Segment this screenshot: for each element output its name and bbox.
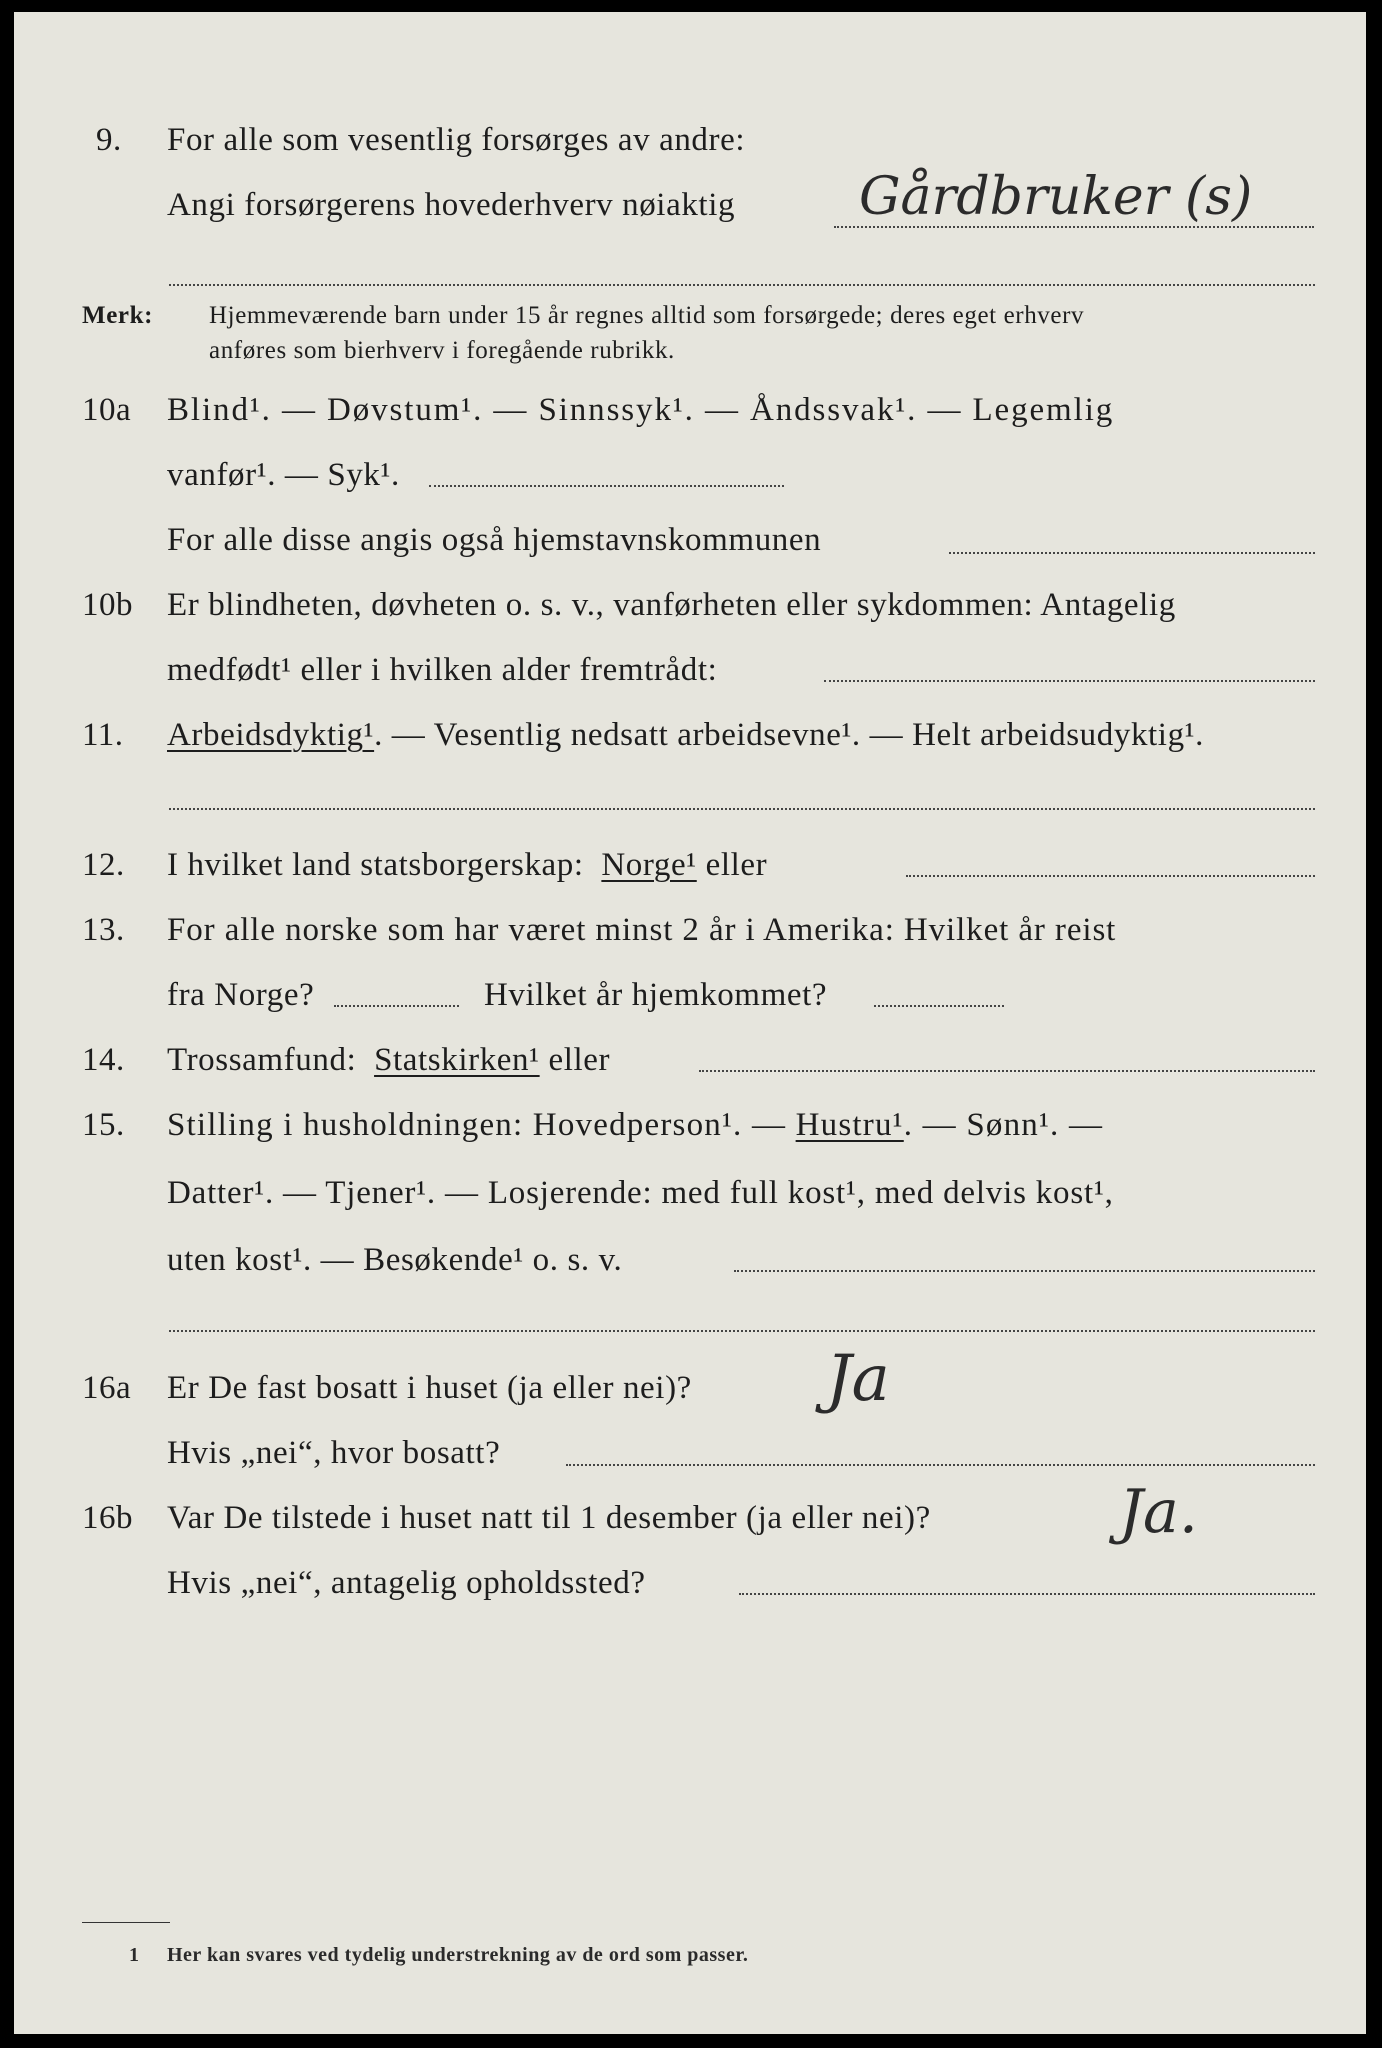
q10b-answer-line [824, 680, 1315, 682]
census-form-page [14, 12, 1366, 2034]
q15-answer-line [734, 1270, 1315, 1272]
q12-text [167, 847, 767, 884]
q10a-number: 10a [82, 392, 132, 428]
q16b-handwritten-answer: Ja. [1119, 1477, 1198, 1547]
q11-line [169, 808, 1315, 810]
q11-option-arbeidsdyktig: Arbeidsdyktig¹ [167, 717, 375, 753]
q13-line2a: fra Norge? [167, 977, 315, 1013]
q16b-opholdssted-line [739, 1593, 1315, 1595]
footnote-mark: 1 [129, 1944, 140, 1966]
q15-number: 15. [82, 1107, 125, 1143]
q15-line1c: . — Sønn¹. — [903, 1107, 1104, 1143]
q10a-syk-line [429, 485, 784, 487]
q16a-line1: Er De fast bosatt i huset (ja eller nei)? [167, 1370, 692, 1406]
q9-line1: For alle som vesentlig forsørges av andre: [167, 122, 746, 158]
q10b-line2: medfødt¹ eller i hvilken alder fremtrådt: [167, 652, 718, 688]
q14-question: Trossamfund: [167, 1042, 357, 1078]
q12-rest: eller [696, 847, 768, 883]
q10a-kommune-line [949, 552, 1315, 554]
q14-text [167, 1042, 610, 1079]
q12-option-norge: Norge¹ [601, 847, 697, 883]
q15-option-hustru: Hustru¹ [795, 1107, 904, 1143]
q9-extra-line [169, 284, 1315, 286]
q12-number: 12. [82, 847, 125, 883]
q10a-line3: For alle disse angis også hjemstavnskommunen [167, 522, 822, 558]
q15-line1a: Stilling i husholdningen: Hovedperson¹. — [167, 1107, 787, 1143]
q15-line2: Datter¹. — Tjener¹. — Losjerende: med full kost¹, med delvis kost¹, [167, 1175, 1114, 1211]
q13-line1: For alle norske som har været minst 2 år i Amerika: Hvilket år reist [167, 912, 1117, 948]
q16b-number: 16b [82, 1500, 133, 1536]
q10a-line2: vanfør¹. — Syk¹. [167, 457, 400, 493]
q14-answer-line [699, 1070, 1315, 1072]
q16a-line2: Hvis „nei“, hvor bosatt? [167, 1435, 501, 1471]
q10a-line1: Blind¹. — Døvstum¹. — Sinnssyk¹. — Åndssvak¹. — Legemlig [167, 392, 1115, 428]
q16a-number: 16a [82, 1370, 132, 1406]
q13-number: 13. [82, 912, 125, 948]
q14-number: 14. [82, 1042, 125, 1078]
q10b-line1: Er blindheten, døvheten o. s. v., vanførheten eller sykdommen: Antagelig [167, 587, 1176, 623]
q13-reist-line [334, 1005, 459, 1007]
q11-rest: . — Vesentlig nedsatt arbeidsevne¹. — Helt arbeidsudyktig¹. [374, 717, 1205, 753]
q16b-line2: Hvis „nei“, antagelig opholdssted? [167, 1565, 646, 1601]
q13-hjemkommet-line [874, 1005, 1004, 1007]
q9-line2: Angi forsørgerens hovederhverv nøiaktig [167, 187, 736, 223]
q15-line3: uten kost¹. — Besøkende¹ o. s. v. [167, 1242, 623, 1278]
q9-handwritten-answer: Gårdbruker (s) [859, 167, 1253, 227]
merk-line2: anføres som bierhverv i foregående rubrikk. [209, 337, 675, 364]
q16b-line1: Var De tilstede i huset natt til 1 desember (ja eller nei)? [167, 1500, 931, 1536]
q14-option-statskirken: Statskirken¹ [374, 1042, 540, 1078]
q11-number: 11. [82, 717, 124, 753]
q13-line2b: Hvilket år hjemkommet? [484, 977, 828, 1013]
merk-line1: Hjemmeværende barn under 15 år regnes alltid som forsørgede; deres eget erhverv [209, 302, 1085, 329]
q10b-number: 10b [82, 587, 133, 623]
q12-question: I hvilket land statsborgerskap: [167, 847, 584, 883]
q11-text [167, 717, 1204, 754]
q14-rest: eller [539, 1042, 611, 1078]
footnote-rule [82, 1922, 170, 1923]
q9-number: 9. [96, 122, 122, 158]
merk-label: Merk: [82, 302, 154, 329]
q15-extra-line [169, 1330, 1315, 1332]
q16a-handwritten-answer: Ja [826, 1342, 890, 1416]
footnote-text: Her kan svares ved tydelig understrekning av de ord som passer. [167, 1944, 749, 1966]
q12-answer-line [906, 875, 1315, 877]
q15-line1 [167, 1107, 1103, 1144]
q16a-bosatt-line [566, 1464, 1315, 1466]
